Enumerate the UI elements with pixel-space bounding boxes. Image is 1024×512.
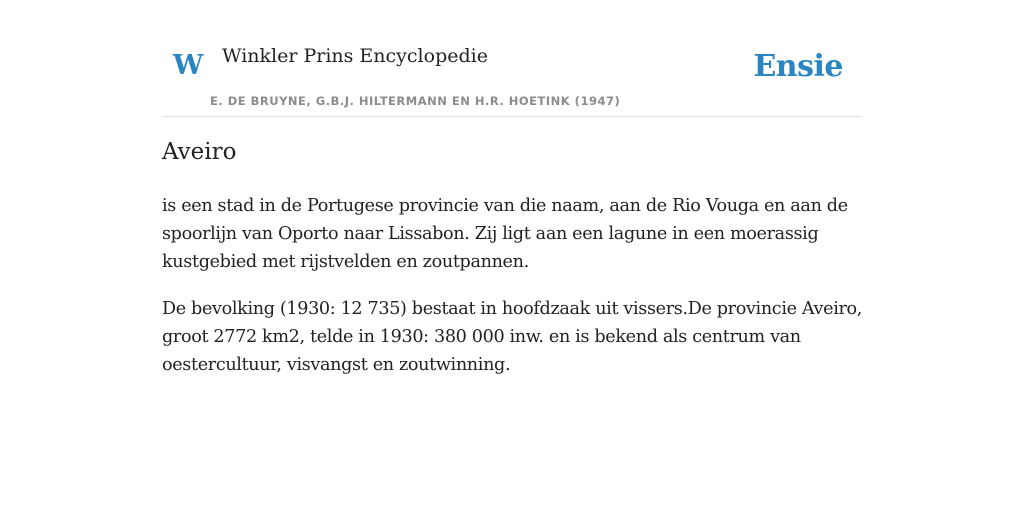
article-body (162, 192, 862, 398)
publication-authors: E. DE BRUYNE, G.B.J. HILTERMANN EN H.R. HOETINK (1947) (210, 94, 621, 108)
article-paragraph: De bevolking (1930: 12 735) bestaat in hoofdzaak uit vissers.De provincie Aveiro, groot 2772 km2, telde in 1930: 380 000 inw. en is bekend als centrum van oestercultuur, visvangst en zoutwinning. (162, 299, 863, 375)
article-title: Aveiro (162, 139, 237, 165)
article-paragraph: is een stad in de Portugese provincie van die naam, aan de Rio Vouga en aan de spoorlijn van Oporto naar Lissabon. Zij ligt aan een lagune in een moerassig kustgebied met rijstvelden en zoutpannen. (162, 196, 848, 272)
publication-title: Winkler Prins Encyclopedie (222, 45, 488, 67)
ensie-logo-link[interactable]: Ensie (753, 49, 843, 84)
page-container (162, 0, 863, 375)
publication-header (162, 0, 862, 117)
publication-logo-link[interactable]: W (173, 50, 204, 81)
